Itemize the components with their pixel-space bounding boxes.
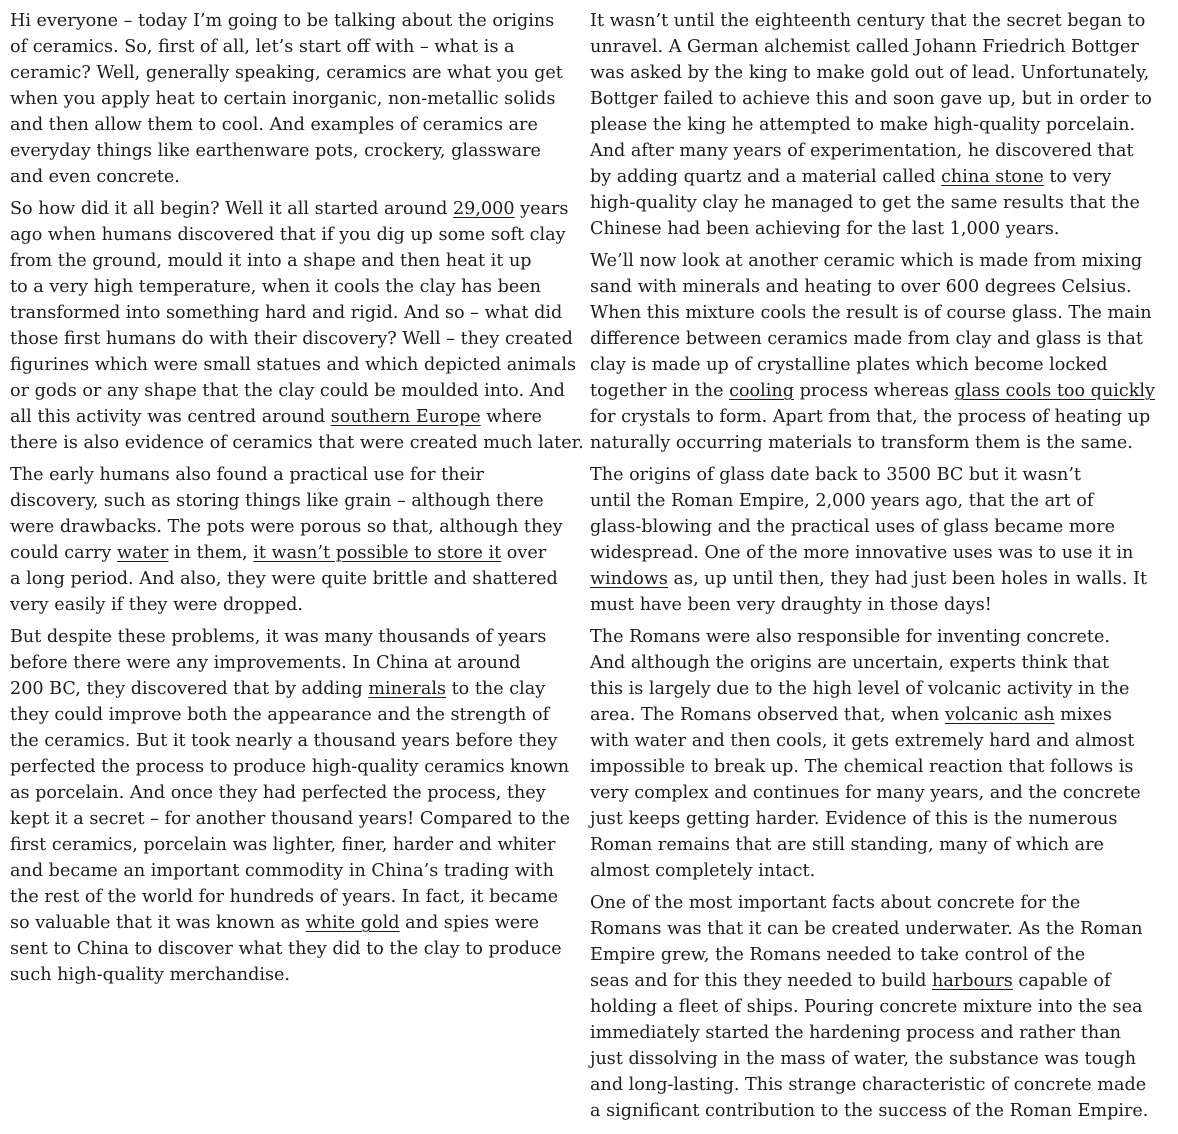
text-line bbox=[590, 728, 1165, 754]
text-segment: The origins of glass date back to 3500 BC but it wasn’t bbox=[590, 465, 1082, 485]
text-line bbox=[10, 702, 576, 728]
text-segment: and became an important commodity in China’s trading with bbox=[10, 861, 554, 881]
text-line bbox=[590, 8, 1165, 34]
underlined-key-phrase: white gold bbox=[305, 913, 400, 933]
text-segment: holding a fleet of ships. Pouring concrete mixture into the sea bbox=[590, 997, 1143, 1017]
text-segment: capable of bbox=[1012, 971, 1111, 991]
text-line bbox=[590, 1046, 1165, 1072]
text-line bbox=[590, 514, 1165, 540]
text-line bbox=[590, 1072, 1165, 1098]
text-line bbox=[10, 34, 576, 60]
text-segment: and even concrete. bbox=[10, 167, 180, 187]
text-segment: figurines which were small statues and which depicted animals bbox=[10, 355, 576, 375]
text-line bbox=[590, 430, 1165, 456]
text-segment: just keeps getting harder. Evidence of this is the numerous bbox=[590, 809, 1118, 829]
text-segment: Chinese had been achieving for the last 1,000 years. bbox=[590, 219, 1060, 239]
text-segment: It wasn’t until the eighteenth century that the secret began to bbox=[590, 11, 1146, 31]
text-segment: widespread. One of the more innovative uses was to use it in bbox=[590, 543, 1134, 563]
text-line bbox=[590, 890, 1165, 916]
text-line bbox=[590, 1098, 1165, 1124]
text-line bbox=[590, 858, 1165, 884]
text-segment: transformed into something hard and rigid. And so – what did bbox=[10, 303, 563, 323]
text-line bbox=[590, 780, 1165, 806]
paragraph bbox=[590, 248, 1165, 456]
text-segment: And after many years of experimentation, he discovered that bbox=[590, 141, 1134, 161]
text-line bbox=[10, 592, 576, 618]
text-line bbox=[10, 676, 576, 702]
left-column bbox=[10, 8, 584, 994]
text-line bbox=[590, 326, 1165, 352]
text-line bbox=[590, 34, 1165, 60]
text-line bbox=[10, 754, 576, 780]
text-segment: Romans was that it can be created underwater. As the Roman bbox=[590, 919, 1143, 939]
text-line bbox=[10, 378, 576, 404]
text-segment: sand with minerals and heating to over 600 degrees Celsius. bbox=[590, 277, 1132, 297]
text-segment: by adding quartz and a material called bbox=[590, 167, 942, 187]
text-segment: Bottger failed to achieve this and soon gave up, but in order to bbox=[590, 89, 1152, 109]
text-line bbox=[590, 942, 1165, 968]
text-segment: in them, bbox=[168, 543, 254, 563]
underlined-key-phrase: glass cools too quickly bbox=[954, 381, 1155, 401]
underlined-key-phrase: southern Europe bbox=[330, 407, 481, 427]
text-line bbox=[10, 624, 576, 650]
text-segment: please the king he attempted to make high-quality porcelain. bbox=[590, 115, 1136, 135]
text-line bbox=[10, 806, 576, 832]
text-segment: together in the bbox=[590, 381, 730, 401]
text-segment: kept it a secret – for another thousand years! Compared to the bbox=[10, 809, 571, 829]
text-line bbox=[590, 1020, 1165, 1046]
text-segment: immediately started the hardening process and rather than bbox=[590, 1023, 1122, 1043]
text-segment: and long-lasting. This strange characteristic of concrete made bbox=[590, 1075, 1147, 1095]
text-line bbox=[10, 326, 576, 352]
text-line bbox=[10, 352, 576, 378]
text-line bbox=[10, 222, 576, 248]
text-line bbox=[590, 650, 1165, 676]
text-segment: a significant contribution to the success of the Roman Empire. bbox=[590, 1101, 1149, 1121]
text-segment: such high-quality merchandise. bbox=[10, 965, 291, 985]
text-segment: all this activity was centred around bbox=[10, 407, 331, 427]
text-segment: 200 BC, they discovered that by adding bbox=[10, 679, 369, 699]
text-segment: But despite these problems, it was many thousands of years bbox=[10, 627, 547, 647]
text-segment: So how did it all begin? Well it all started around bbox=[10, 199, 453, 219]
text-segment: ago when humans discovered that if you dig up some soft clay bbox=[10, 225, 566, 245]
text-segment: over bbox=[501, 543, 547, 563]
text-segment: or gods or any shape that the clay could be moulded into. And bbox=[10, 381, 565, 401]
text-segment: so valuable that it was known as bbox=[10, 913, 306, 933]
paragraph bbox=[10, 8, 576, 190]
text-segment: and then allow them to cool. And examples of ceramics are bbox=[10, 115, 538, 135]
text-line bbox=[590, 592, 1165, 618]
text-line bbox=[590, 624, 1165, 650]
text-line bbox=[590, 300, 1165, 326]
text-line bbox=[590, 86, 1165, 112]
text-segment: first ceramics, porcelain was lighter, finer, harder and whiter bbox=[10, 835, 556, 855]
text-line bbox=[590, 806, 1165, 832]
text-line bbox=[10, 404, 576, 430]
text-segment: One of the most important facts about concrete for the bbox=[590, 893, 1081, 913]
text-segment: impossible to break up. The chemical reaction that follows is bbox=[590, 757, 1134, 777]
text-line bbox=[10, 514, 576, 540]
text-segment: discovery, such as storing things like grain – although there bbox=[10, 491, 544, 511]
text-segment: sent to China to discover what they did to the clay to produce bbox=[10, 939, 562, 959]
text-segment: perfected the process to produce high-quality ceramics known bbox=[10, 757, 570, 777]
text-line bbox=[10, 832, 576, 858]
text-segment: Roman remains that are still standing, many of which are bbox=[590, 835, 1104, 855]
text-segment: clay is made up of crystalline plates which become locked bbox=[590, 355, 1108, 375]
text-line bbox=[10, 248, 576, 274]
underlined-key-phrase: 29,000 bbox=[452, 199, 515, 219]
text-segment: We’ll now look at another ceramic which is made from mixing bbox=[590, 251, 1143, 271]
text-segment: area. The Romans observed that, when bbox=[590, 705, 945, 725]
text-line bbox=[10, 936, 576, 962]
text-segment: glass-blowing and the practical uses of glass became more bbox=[590, 517, 1116, 537]
text-line bbox=[590, 462, 1165, 488]
text-line bbox=[590, 968, 1165, 994]
paragraph bbox=[590, 890, 1165, 1124]
text-line bbox=[590, 60, 1165, 86]
text-line bbox=[590, 190, 1165, 216]
underlined-key-phrase: minerals bbox=[368, 679, 446, 699]
paragraph bbox=[590, 624, 1165, 884]
text-line bbox=[590, 754, 1165, 780]
underlined-key-phrase: volcanic ash bbox=[944, 705, 1055, 725]
text-segment: difference between ceramics made from clay and glass is that bbox=[590, 329, 1143, 349]
underlined-key-phrase: it wasn’t possible to store it bbox=[253, 543, 502, 563]
text-line bbox=[590, 404, 1165, 430]
text-line bbox=[10, 884, 576, 910]
text-line bbox=[590, 702, 1165, 728]
underlined-key-phrase: windows bbox=[590, 569, 668, 589]
text-line bbox=[10, 138, 576, 164]
text-line bbox=[10, 858, 576, 884]
text-line bbox=[10, 164, 576, 190]
text-line bbox=[590, 274, 1165, 300]
text-line bbox=[590, 540, 1165, 566]
text-segment: with water and then cools, it gets extremely hard and almost bbox=[590, 731, 1135, 751]
text-segment: the ceramics. But it took nearly a thousand years before they bbox=[10, 731, 558, 751]
text-line bbox=[10, 728, 576, 754]
text-segment: could carry bbox=[10, 543, 117, 563]
text-line bbox=[10, 300, 576, 326]
text-segment: to the clay bbox=[445, 679, 546, 699]
text-line bbox=[590, 916, 1165, 942]
text-line bbox=[10, 196, 576, 222]
text-segment: where bbox=[480, 407, 542, 427]
paragraph bbox=[590, 462, 1165, 618]
text-line bbox=[590, 676, 1165, 702]
text-line bbox=[10, 462, 576, 488]
text-segment: ceramic? Well, generally speaking, ceramics are what you get bbox=[10, 63, 563, 83]
text-segment: just dissolving in the mass of water, the substance was tough bbox=[590, 1049, 1137, 1069]
underlined-key-phrase: china stone bbox=[941, 167, 1044, 187]
text-segment: everyday things like earthenware pots, crockery, glassware bbox=[10, 141, 541, 161]
text-segment: very easily if they were dropped. bbox=[10, 595, 304, 615]
text-line bbox=[10, 780, 576, 806]
text-line bbox=[10, 910, 576, 936]
text-segment: mixes bbox=[1054, 705, 1112, 725]
text-line bbox=[590, 164, 1165, 190]
text-segment: years bbox=[514, 199, 569, 219]
text-segment: the rest of the world for hundreds of years. In fact, it became bbox=[10, 887, 559, 907]
text-line bbox=[590, 832, 1165, 858]
text-line bbox=[590, 352, 1165, 378]
text-line bbox=[10, 566, 576, 592]
text-segment: was asked by the king to make gold out of lead. Unfortunately, bbox=[590, 63, 1150, 83]
underlined-key-phrase: harbours bbox=[931, 971, 1013, 991]
text-segment: until the Roman Empire, 2,000 years ago, that the art of bbox=[590, 491, 1094, 511]
paragraph bbox=[10, 624, 576, 988]
text-line bbox=[10, 488, 576, 514]
text-line bbox=[10, 540, 576, 566]
text-segment: as, up until then, they had just been holes in walls. It bbox=[667, 569, 1148, 589]
text-line bbox=[10, 86, 576, 112]
text-line bbox=[590, 378, 1165, 404]
text-segment: there is also evidence of ceramics that were created much later. bbox=[10, 433, 584, 453]
text-segment: Empire grew, the Romans needed to take control of the bbox=[590, 945, 1086, 965]
text-segment: unravel. A German alchemist called Johann Friedrich Bottger bbox=[590, 37, 1139, 57]
text-line bbox=[10, 962, 576, 988]
text-segment: The Romans were also responsible for inventing concrete. bbox=[590, 627, 1110, 647]
text-line bbox=[10, 112, 576, 138]
text-line bbox=[10, 274, 576, 300]
text-segment: as porcelain. And once they had perfected the process, they bbox=[10, 783, 546, 803]
text-line bbox=[10, 650, 576, 676]
text-line bbox=[590, 488, 1165, 514]
text-segment: were drawbacks. The pots were porous so that, although they bbox=[10, 517, 563, 537]
text-line bbox=[590, 994, 1165, 1020]
paragraph bbox=[10, 462, 576, 618]
text-segment: this is largely due to the high level of volcanic activity in the bbox=[590, 679, 1130, 699]
text-segment: very complex and continues for many years, and the concrete bbox=[590, 783, 1141, 803]
paragraph bbox=[590, 8, 1165, 242]
text-line bbox=[590, 216, 1165, 242]
underlined-key-phrase: water bbox=[116, 543, 169, 563]
text-segment: they could improve both the appearance and the strength of bbox=[10, 705, 550, 725]
text-segment: from the ground, mould it into a shape and then heat it up bbox=[10, 251, 532, 271]
text-segment: when you apply heat to certain inorganic, non-metallic solids bbox=[10, 89, 556, 109]
text-line bbox=[10, 430, 584, 456]
text-segment: naturally occurring materials to transform them is the same. bbox=[590, 433, 1133, 453]
text-line bbox=[590, 138, 1165, 164]
text-segment: Hi everyone – today I’m going to be talking about the origins bbox=[10, 11, 555, 31]
text-segment: and spies were bbox=[399, 913, 540, 933]
text-segment: to a very high temperature, when it cools the clay has been bbox=[10, 277, 541, 297]
paragraph bbox=[10, 196, 584, 456]
text-segment: to very bbox=[1043, 167, 1112, 187]
text-segment: When this mixture cools the result is of course glass. The main bbox=[590, 303, 1152, 323]
text-line bbox=[10, 8, 576, 34]
text-segment: must have been very draughty in those days! bbox=[590, 595, 992, 615]
right-column bbox=[590, 8, 1165, 1130]
text-segment: before there were any improvements. In China at around bbox=[10, 653, 521, 673]
text-segment: And although the origins are uncertain, experts think that bbox=[590, 653, 1110, 673]
text-line bbox=[590, 566, 1165, 592]
text-segment: of ceramics. So, first of all, let’s start off with – what is a bbox=[10, 37, 515, 57]
underlined-key-phrase: cooling bbox=[729, 381, 794, 401]
text-segment: for crystals to form. Apart from that, the process of heating up bbox=[590, 407, 1151, 427]
text-segment: almost completely intact. bbox=[590, 861, 816, 881]
text-line bbox=[10, 60, 576, 86]
text-line bbox=[590, 112, 1165, 138]
text-segment: those first humans do with their discovery? Well – they created bbox=[10, 329, 573, 349]
text-segment: seas and for this they needed to build bbox=[590, 971, 932, 991]
text-segment: high-quality clay he managed to get the same results that the bbox=[590, 193, 1140, 213]
text-segment: process whereas bbox=[794, 381, 955, 401]
text-segment: The early humans also found a practical use for their bbox=[10, 465, 484, 485]
text-line bbox=[590, 248, 1165, 274]
text-segment: a long period. And also, they were quite brittle and shattered bbox=[10, 569, 558, 589]
